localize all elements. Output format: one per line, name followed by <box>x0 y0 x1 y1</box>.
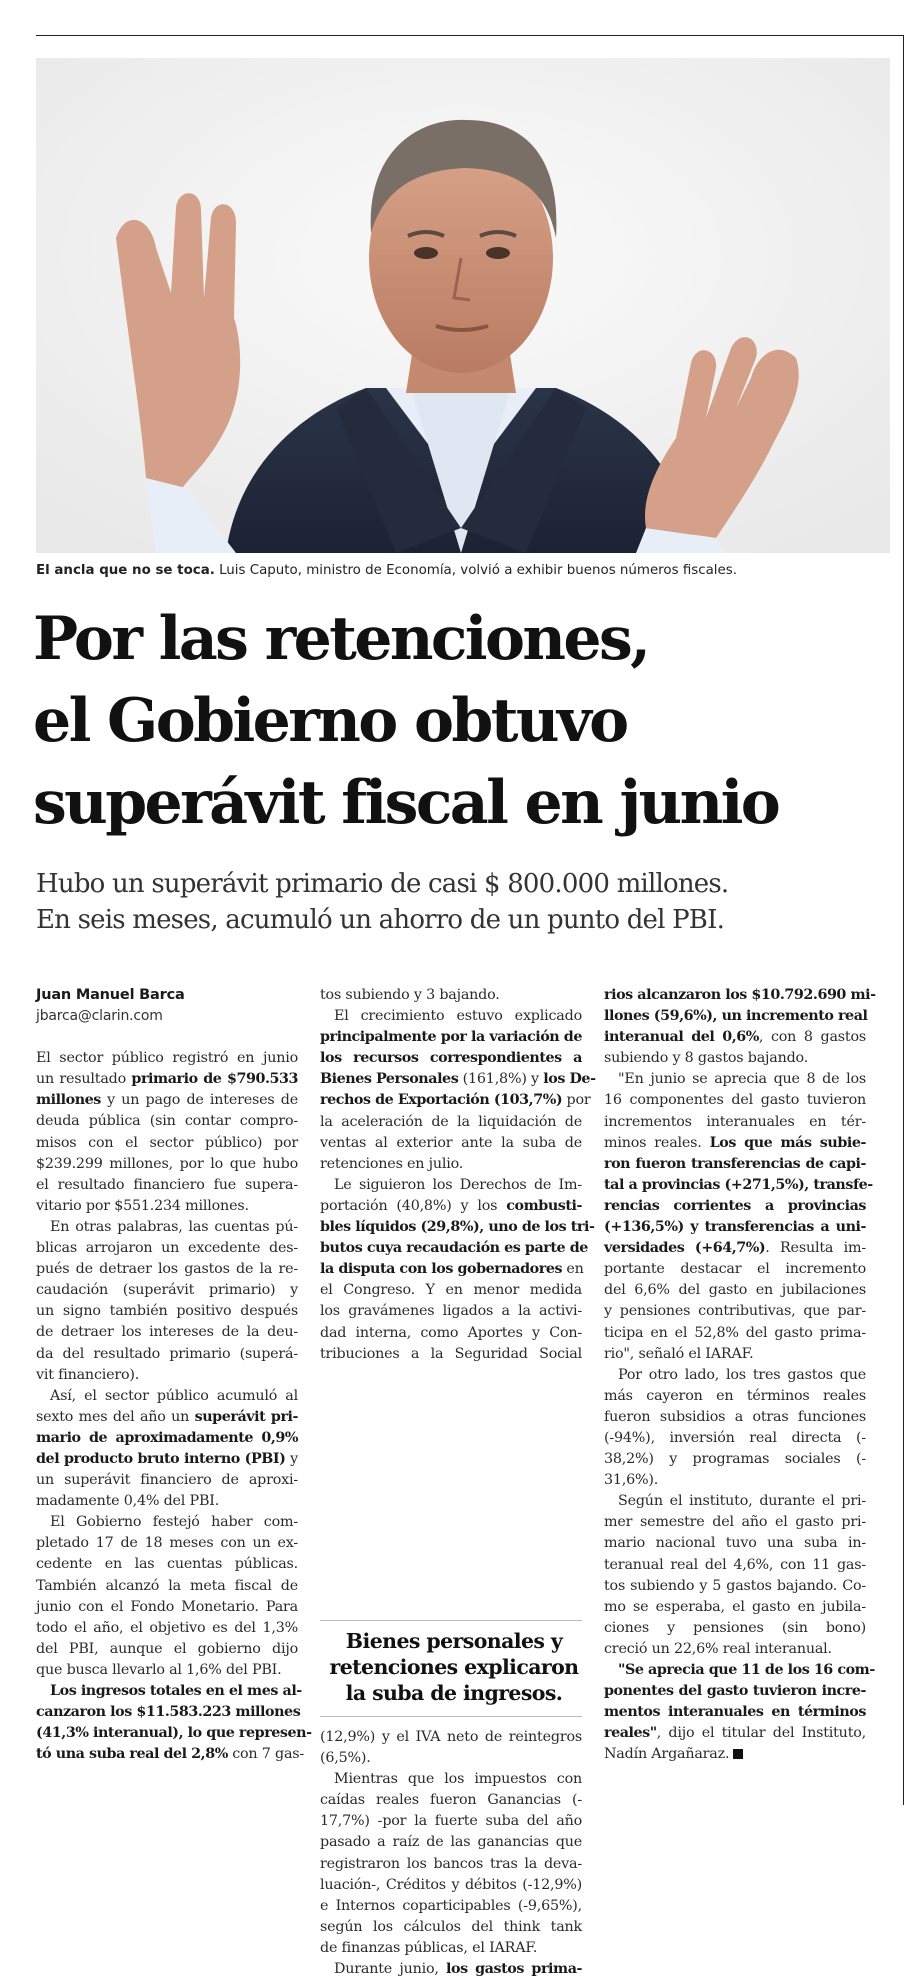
article-column-3 <box>604 985 876 1765</box>
byline-email[interactable]: jbarca@clarin.com <box>36 1008 163 1025</box>
paragraph: Los ingresos totales en el mes al- canzaron los $11.583.223 millones (41,3% interanual), lo que represen- tó una suba real del 2,8% con 7 gas- <box>36 1683 312 1763</box>
photo-caption <box>36 563 896 578</box>
caption-text: Luis Caputo, ministro de Economía, volvió a exhibir buenos números fiscales. <box>214 563 737 578</box>
paragraph: En otras palabras, las cuentas pú- blicas arrojaron un excedente des- pués de detraer los gastos de la re- caudación (superávit primario) y un signo también positivo después de detraer los intereses de la deu- da del resultado primario (superá- vit financiero). <box>36 1218 298 1383</box>
pullquote-rule-top <box>320 1620 582 1621</box>
pullquote-line: la suba de ingresos. <box>345 1681 563 1705</box>
paragraph: El crecimiento estuvo explicado principalmente por la variación de los recursos correspondientes a Bienes Personales (161,8%) y los De- rechos de Exportación (103,7%) por la aceleración de la liquidación de ventas al exterior ante la suba de retenciones en julio. <box>320 1008 596 1172</box>
headline-line: superávit fiscal en junio <box>33 768 779 838</box>
article-column-2: tos subiendo y 3 bajando. El crecimiento estuvo explicado principalmente por la variación de los recursos correspondientes a Bienes Personales (161,8%) y los De- rechos de Exportación (103,7%) por la aceleración de la liquidación de ventas al exterior ante la suba de retenciones en julio. Le siguieron los Derechos de Im- portación (40,8%) y los combusti- bles líquidos (29,8%), uno de los tri- butos cuya recaudación es parte de la disputa con los gobernadores en el Congreso. Y en menor medida los gravámenes ligados a la activi- dad interna, como Aportes y Con- tribuciones a la Seguridad Social <box>320 985 582 1365</box>
top-rule <box>36 35 904 36</box>
article-column-2-continued <box>320 1727 582 1980</box>
pullquote-line: retenciones explicaron <box>329 1655 579 1679</box>
paragraph: (12,9%) y el IVA neto de reintegros (6,5%). <box>320 1729 582 1767</box>
article-photo <box>36 58 890 553</box>
paragraph: El Gobierno festejó haber com- pletado 17 de 18 meses con un ex- cedente en las cuentas públicas. También alcanzó la meta fiscal de junio con el Fondo Monetario. Para todo el año, el objetivo es del 1,3% del PBI, aunque el gobierno dijo que busca llevarlo al 1,6% del PBI. <box>36 1514 298 1678</box>
headline-line: el Gobierno obtuvo <box>33 686 627 756</box>
pullquote-rule-bottom <box>320 1716 582 1717</box>
end-of-article-mark <box>733 1749 743 1759</box>
paragraph: Así, el sector público acumuló al sexto mes del año un superávit pri- mario de aproximadamente 0,9% del producto bruto interno (PBI) y un superávit financiero de aproxi- madamente 0,4% del PBI. <box>36 1387 299 1510</box>
subhead-line: En seis meses, acumuló un ahorro de un punto del PBI. <box>36 905 725 935</box>
paragraph: Le siguieron los Derechos de Im- portación (40,8%) y los combusti- bles líquidos (29,8%), uno de los tri- butos cuya recaudación es parte de la disputa con los gobernadores en el Congreso. Y en menor medida los gravámenes ligados a la activi- dad interna, como Aportes y Con- tribuciones a la Seguridad Social <box>320 1176 595 1362</box>
paragraph: El sector público registró en junio un resultado primario de $790.533 millones y un pago de intereses de deuda pública (sin contar compro- misos con el sector público) por $239.299 millones, por lo que hubo el resultado financiero fue supera- vitario por $551.234 millones. <box>36 1050 298 1214</box>
subheadline <box>36 866 906 938</box>
article-column-1 <box>36 985 312 1765</box>
pullquote-line: Bienes personales y <box>345 1629 563 1653</box>
paragraph: Según el instituto, durante el pri- mer semestre del año el gasto pri- mario nacional tuvo una suba in- teranual real del 4,6%, con 11 gas- tos subiendo y 5 gastos bajando. Co- mo se esperaba, el gasto en jubila- ciones y pensiones (sin bono) creció un 22,6% real interanual. <box>604 1493 866 1657</box>
pullquote <box>320 1628 588 1706</box>
headline-line: Por las retenciones, <box>33 604 649 674</box>
paragraph: "En junio se aprecia que 8 de los 16 componentes del gasto tuvieron incrementos interanuales en tér- minos reales. Los que más subie- ron fueron transferencias de capi- tal a provincias (+271,5%), transfe- rencias corrientes a provincias (+136,5%) y transferencias a uni- versidades (+64,7%). Resulta im- portante destacar el incremento del 6,6% del gasto en jubilaciones y pensiones contributivas, que par- ticipa en el 52,8% del gasto prima- rio", señaló el IARAF. <box>604 1071 873 1362</box>
headline <box>33 598 903 844</box>
subhead-line: Hubo un superávit primario de casi $ 800.000 millones. <box>36 869 729 899</box>
caption-lead: El ancla que no se toca. <box>36 563 215 578</box>
byline-author: Juan Manuel Barca <box>36 987 185 1003</box>
paragraph: rios alcanzaron los $10.792.690 mi- llones (59,6%), un incremento real interanual del 0,6%, con 8 gastos subiendo y 8 gastos bajando. <box>604 987 876 1067</box>
paragraph: Mientras que los impuestos con caídas reales fueron Ganancias (- 17,7%) -por la fuerte suba del año pasado a raíz de las ganancias que registraron los bancos tras la deva- luación-, Créditos y débitos (-12,9%) e Internos coparticipables (-9,65%), según los cálculos del think tank de finanzas públicas, el IARAF. <box>320 1771 582 1956</box>
portrait-illustration <box>36 58 890 553</box>
paragraph: Durante junio, los gastos prima- <box>334 1961 582 1978</box>
paragraph: "Se aprecia que 11 de los 16 com- ponentes del gasto tuvieron incre- mentos interanuales en términos reales", dijo el titular del Instituto, Nadín Argañaraz. <box>604 1662 875 1763</box>
paragraph: Por otro lado, los tres gastos que más cayeron en términos reales fueron subsidios a otras funciones (-94%), inversión real directa (- 38,2%) y programas sociales (- 31,6%). <box>604 1366 866 1489</box>
